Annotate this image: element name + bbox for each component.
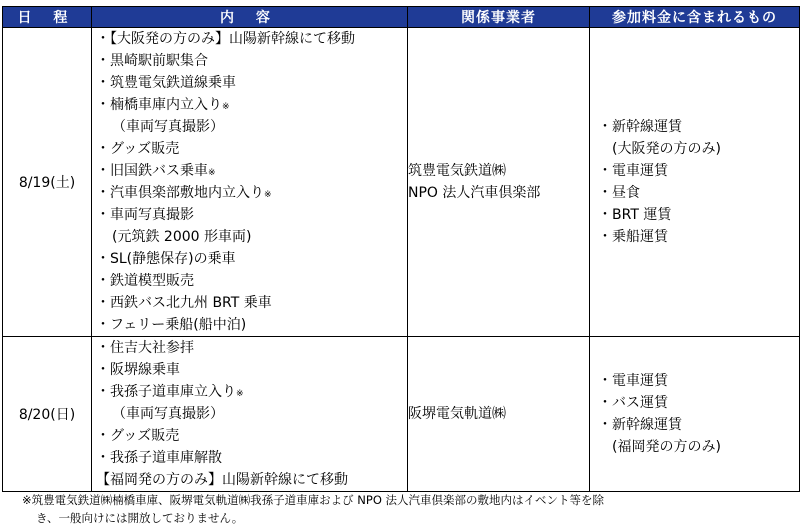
list-item <box>92 292 407 314</box>
list-item <box>92 94 407 116</box>
list-item-text: ・SL(静態保存)の乗車 <box>96 251 236 267</box>
fee-item: ・電車運賃 <box>598 163 668 179</box>
fee-item: ・BRT 運賃 <box>598 207 672 223</box>
fee-item: ・新幹線運賃 <box>598 119 682 135</box>
fee-item: ・昼食 <box>598 185 640 201</box>
fees-cell <box>590 28 800 337</box>
list-item-text: （車両写真撮影） <box>112 406 224 422</box>
list-item <box>92 160 407 182</box>
operator-name: NPO 法人汽車倶楽部 <box>408 185 541 201</box>
list-item-text: ・グッズ販売 <box>96 428 180 444</box>
content-cell <box>92 337 408 492</box>
footnote-line-2: き、一般向けには開放しておりません。 <box>36 511 244 525</box>
list-item-text: ・黒崎駅前駅集合 <box>96 53 208 69</box>
list-item-text: ・住吉大社参拝 <box>96 340 194 356</box>
header-fee: 参加料金に含まれるもの <box>590 7 800 28</box>
list-item <box>92 72 407 94</box>
list-item <box>92 381 407 403</box>
list-item-text: ・我孫子道車庫解散 <box>96 450 222 466</box>
list-item-text: (元筑鉄 2000 形車両) <box>112 229 252 245</box>
fee-item: (福岡発の方のみ) <box>612 439 721 455</box>
note-mark: ※ <box>236 389 244 399</box>
header-date: 日 程 <box>3 7 92 28</box>
list-item-text: ・阪堺線乗車 <box>96 362 180 378</box>
list-item-text: ・我孫子道車庫立入り <box>96 384 236 400</box>
list-item-text: （車両写真撮影） <box>112 119 224 135</box>
list-item <box>92 204 407 226</box>
list-item <box>92 447 407 469</box>
table-row <box>3 337 800 492</box>
list-item-text: ・西鉄バス北九州 BRT 乗車 <box>96 295 272 311</box>
content-cell <box>92 28 408 337</box>
list-item <box>92 116 407 138</box>
list-item-text: 【福岡発の方のみ】山陽新幹線にて移動 <box>96 472 348 488</box>
list-item <box>92 425 407 447</box>
list-item-text: ・旧国鉄バス乗車 <box>96 163 208 179</box>
note-mark: ※ <box>264 190 272 200</box>
list-item-text: ・鉄道模型販売 <box>96 273 194 289</box>
fee-item: ・乗船運賃 <box>598 229 668 245</box>
fee-item: ・新幹線運賃 <box>598 417 682 433</box>
footnote <box>22 491 782 527</box>
operators-cell <box>408 337 590 492</box>
list-item <box>92 28 407 50</box>
list-item <box>92 182 407 204</box>
list-item-text: ・車両写真撮影 <box>96 207 194 223</box>
list-item-text: ・フェリー乗船(船中泊) <box>96 317 247 333</box>
fee-item: (大阪発の方のみ) <box>612 141 721 157</box>
operator-name: 筑豊電気鉄道㈱ <box>408 163 506 179</box>
list-item <box>92 337 407 359</box>
list-item <box>92 226 407 248</box>
header-operators: 関係事業者 <box>408 7 590 28</box>
fee-item: ・バス運賃 <box>598 395 668 411</box>
date-cell: 8/19(土) <box>3 28 92 337</box>
list-item <box>92 314 407 336</box>
list-item <box>92 138 407 160</box>
list-item <box>92 248 407 270</box>
list-item-text: ・【大阪発の方のみ】山陽新幹線にて移動 <box>96 31 355 47</box>
date-cell: 8/20(日) <box>3 337 92 492</box>
list-item <box>92 270 407 292</box>
list-item <box>92 469 407 491</box>
list-item-text: ・グッズ販売 <box>96 141 180 157</box>
fees-cell <box>590 337 800 492</box>
operator-name: 阪堺電気軌道㈱ <box>408 406 506 422</box>
footnote-line-1: ※筑豊電気鉄道㈱楠橋車庫、阪堺電気軌道㈱我孫子道車庫および NPO 法人汽車倶楽部の敷地内はイベント等を除 <box>22 493 605 507</box>
list-item <box>92 50 407 72</box>
list-item <box>92 403 407 425</box>
list-item-text: ・楠橋車庫内立入り <box>96 97 222 113</box>
note-mark: ※ <box>208 168 216 178</box>
header-row <box>3 7 800 28</box>
header-content: 内 容 <box>92 7 408 28</box>
fee-item: ・電車運賃 <box>598 373 668 389</box>
list-item <box>92 359 407 381</box>
operators-cell <box>408 28 590 337</box>
list-item-text: ・筑豊電気鉄道線乗車 <box>96 75 236 91</box>
schedule-table <box>2 6 800 492</box>
note-mark: ※ <box>222 102 230 112</box>
list-item-text: ・汽車倶楽部敷地内立入り <box>96 185 264 201</box>
table-row <box>3 28 800 337</box>
